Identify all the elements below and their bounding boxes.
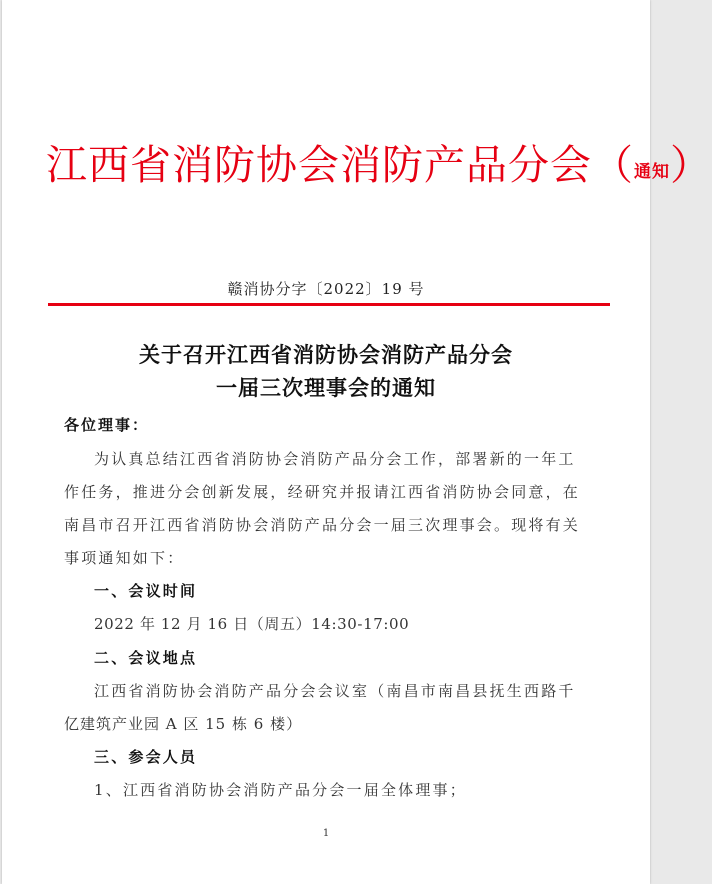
- letterhead-title: [46, 132, 712, 191]
- meeting-time: 2022 年 12 月 16 日（周五）14:30-17:00: [94, 615, 410, 633]
- letterhead-close-paren: ）: [670, 141, 712, 189]
- meeting-location-line-1: 江西省消防协会消防产品分会会议室（南昌市南昌县抚生西路千: [94, 682, 576, 700]
- section-heading-location: 二、会议地点: [94, 649, 198, 667]
- document-page: [2, 0, 712, 884]
- document-title-line-1: 关于召开江西省消防协会消防产品分会: [139, 342, 513, 367]
- document-title-line-2: 一届三次理事会的通知: [216, 375, 436, 400]
- section-heading-time: 一、会议时间: [94, 582, 198, 600]
- body-line: 作任务，推进分会创新发展，经研究并报请江西省消防协会同意，在: [64, 483, 581, 501]
- section-heading-attendees: 三、参会人员: [94, 748, 198, 766]
- letterhead-notice: 通知: [634, 162, 670, 182]
- attendee-item: 1、江西省消防协会消防产品分会一届全体理事；: [94, 781, 467, 799]
- body-line: 南昌市召开江西省消防协会消防产品分会一届三次理事会。现将有关: [64, 516, 581, 534]
- body-line: 为认真总结江西省消防协会消防产品分会工作，部署新的一年工: [94, 450, 576, 468]
- letterhead-open-paren: （: [592, 141, 634, 189]
- page-number: 1: [322, 828, 330, 839]
- body-line: 事项通知如下：: [64, 549, 185, 567]
- red-divider: [48, 303, 610, 306]
- meeting-location-line-2: 亿建筑产业园 A 区 15 栋 6 楼）: [64, 715, 303, 733]
- letterhead-org: 江西省消防协会消防产品分会: [46, 141, 592, 189]
- document-number: 赣消协分字〔2022〕19 号: [227, 280, 425, 298]
- salutation: 各位理事：: [64, 416, 150, 434]
